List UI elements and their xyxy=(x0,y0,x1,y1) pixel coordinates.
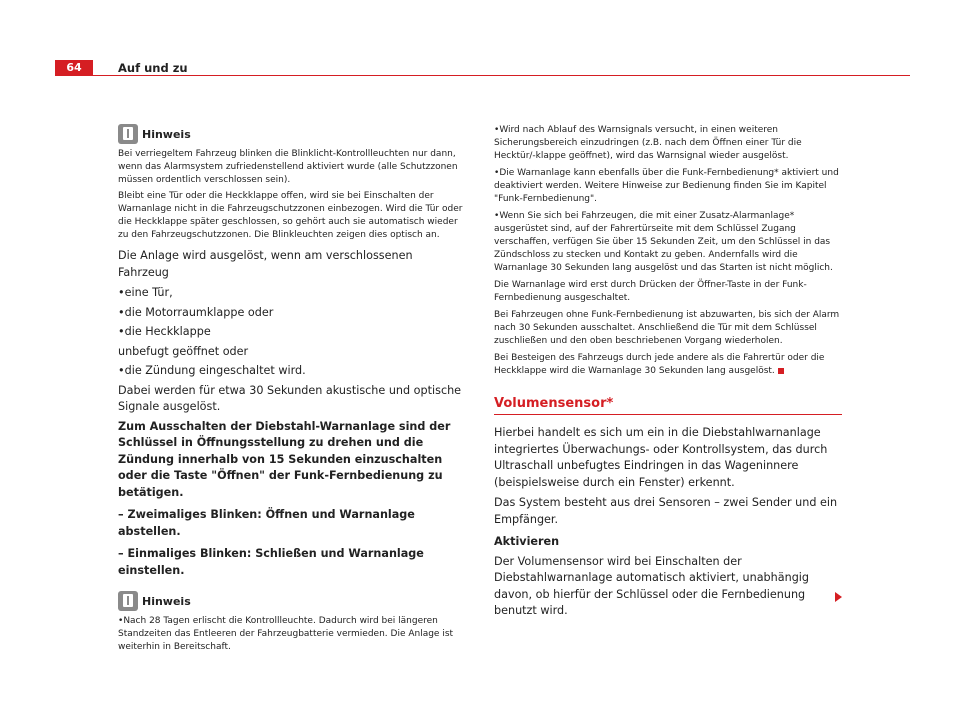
continue-arrow-icon xyxy=(835,592,842,602)
hint-paragraph: Bei verriegeltem Fahrzeug blinken die Blinklicht-Kontrollleuchten nur dann, wenn das Alarmsystem zufriedenstellend aktiviert wurde (alle Schutzzonen müssen ordentlich verschlossen sein). xyxy=(118,149,458,185)
trigger-item: • die Motorraumklappe oder xyxy=(118,305,466,322)
hint-paragraph: • Nach 28 Tagen erlischt die Kontrollleuchte. Dadurch wird bei längeren Standzeiten das Entleeren der Fahrzeugbatterie vermieden. Die Anlage ist weiterhin in Bereitschaft. xyxy=(118,615,466,654)
section-header xyxy=(494,396,842,415)
section-paragraph: Der Volumensensor wird bei Einschalten der Diebstahlwarnanlage automatisch aktiviert, unabhängig davon, ob hierfür der Schlüssel oder die Fernbedienung benutzt wird. xyxy=(494,554,810,617)
hint-title: Hinweis xyxy=(142,127,191,141)
paragraph: • Wenn Sie sich bei Fahrzeugen, die mit einer Zusatz-Alarmanlage* ausgerüstet sind, auf der Fahrertürseite mit dem Schlüssel Zugang verschaffen, verfügen Sie über 15 Sekunden Zeit, um den Schlüssel in das Zündschloss zu stecken und Kontakt zu geben. Andernfalls wird die Warnanlage 30 Sekunden lang ausgelöst und das Starten ist nicht möglich. xyxy=(494,210,842,275)
end-marker-icon xyxy=(778,368,784,374)
page-number: 64 xyxy=(55,60,93,76)
section-paragraph: Hierbei handelt es sich um ein in die Diebstahlwarnanlage integriertes Überwachungs- oder Kontrollsystem, das durch Ultraschall unbefugtes Eindringen in das Wageninnere (beispielsweise durch ein Fenster) erkennt. xyxy=(494,426,828,489)
paragraph: • Wird nach Ablauf des Warnsignals versucht, in einen weiteren Sicherungsbereich einzudringen (z.B. nach dem Öffnen einer Tür die Hecktür/-klappe geöffnet), wird das Warnsignal wieder ausgelöst. xyxy=(494,124,842,163)
paragraph xyxy=(494,352,842,378)
hint-title: Hinweis xyxy=(142,594,191,608)
section-rule xyxy=(494,414,842,415)
hint-icon xyxy=(118,124,138,144)
section-paragraph: Das System besteht aus drei Sensoren – zwei Sender und ein Empfänger. xyxy=(494,496,838,526)
section-title: Volumensensor* xyxy=(494,396,614,411)
paragraph-text: Bei Besteigen des Fahrzeugs durch jede andere als die Fahrertür oder die Heckklappe wird die Warnanlage 30 Sekunden lang ausgelöst. xyxy=(494,353,825,376)
hint-paragraph: Bleibt eine Tür oder die Heckklappe offen, wird sie bei Einschalten der Warnanlage nicht in die Fahrzeugschutzzonen einbezogen. Wird die Tür oder die Heckklappe später geschlossen, so gehört auch sie automatisch wieder zu den Fahrzeugschutzzonen. Die Blinkleuchten zeigen dies optisch an. xyxy=(118,191,463,240)
trigger-item: • die Heckklappe xyxy=(118,324,466,341)
trigger-intro: Die Anlage wird ausgelöst, wenn am verschlossenen Fahrzeug xyxy=(118,249,413,279)
paragraph: Bei Fahrzeugen ohne Funk-Fernbedienung ist abzuwarten, bis sich der Alarm nach 30 Sekunden ausschaltet. Anschließend die Tür mit dem Schlüssel zuschließen und den oben beschriebenen Vorgang wiederholen. xyxy=(494,310,840,346)
right-column xyxy=(494,124,842,620)
trigger-outro: unbefugt geöffnet oder xyxy=(118,344,249,358)
hint-icon xyxy=(118,591,138,611)
hint-header xyxy=(118,591,466,611)
chapter-title: Auf und zu xyxy=(118,61,188,75)
alarm-text: Dabei werden für etwa 30 Sekunden akustische und optische Signale ausgelöst. xyxy=(118,383,462,413)
instruction-text: Zum Ausschalten der Diebstahl-Warnanlage sind der Schlüssel in Öffnungsstellung zu drehen und die Zündung innerhalb von 15 Sekunden einzuschalten oder die Taste "Öffnen" der Funk-Fernbedienung zu betätigen. xyxy=(118,419,451,499)
left-column xyxy=(118,124,466,654)
trigger-item: • die Zündung eingeschaltet wird. xyxy=(118,363,466,380)
subheading: Aktivieren xyxy=(494,535,560,548)
hint-header xyxy=(118,124,466,144)
dash-item: – Zweimaliges Blinken: Öffnen und Warnanlage abstellen. xyxy=(118,507,466,540)
paragraph: • Die Warnanlage kann ebenfalls über die Funk-Fernbedienung* aktiviert und deaktiviert werden. Weitere Hinweise zur Bedienung finden Sie im Kapitel "Funk-Fernbedienung". xyxy=(494,167,842,206)
trigger-item: • eine Tür, xyxy=(118,285,466,302)
header-rule xyxy=(55,75,910,76)
dash-item: – Einmaliges Blinken: Schließen und Warnanlage einstellen. xyxy=(118,546,466,579)
paragraph: Die Warnanlage wird erst durch Drücken der Öffner-Taste in der Funk-Fernbedienung ausgeschaltet. xyxy=(494,280,807,303)
